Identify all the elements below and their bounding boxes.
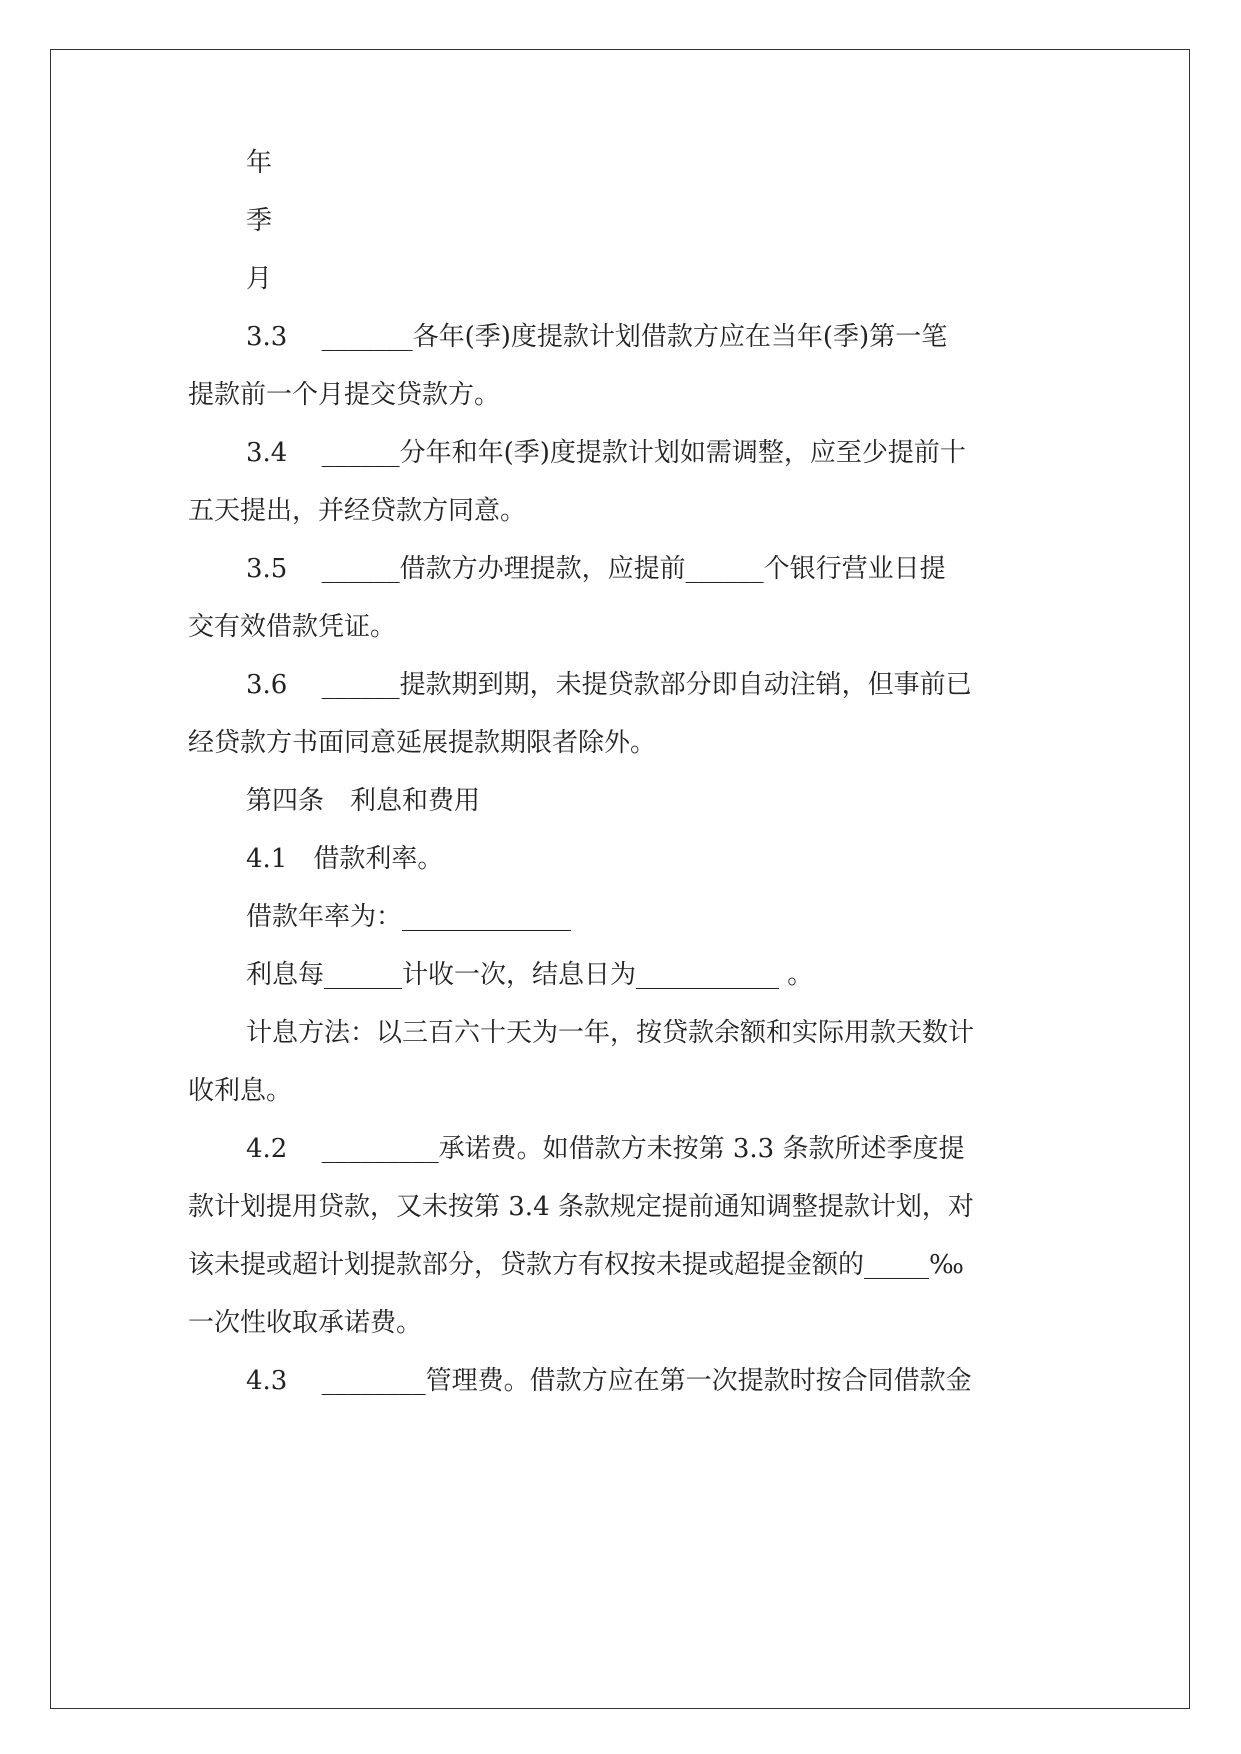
text-line: 提款前一个月提交贷款方。 [188, 380, 501, 410]
text-line: 4.2 _________承诺费。如借款方未按第 3.3 条款所述季度提 [246, 1134, 965, 1164]
text-line: 月 [246, 264, 273, 294]
text-line: 交有效借款凭证。 [188, 612, 397, 642]
text-line: 款计划提用贷款，又未按第 3.4 条款规定提前通知调整提款计划，对 [188, 1192, 974, 1222]
text-line: 经贷款方书面同意延展提款期限者除外。 [188, 728, 657, 758]
text-line: 3.5 ______借款方办理提款，应提前______个银行营业日提 [246, 554, 946, 584]
text-line: 3.4 ______分年和年(季)度提款计划如需调整，应至少提前十 [246, 438, 966, 468]
text-line: 五天提出，并经贷款方同意。 [188, 496, 527, 526]
text-line: 年 [246, 148, 273, 178]
text-line: 4.1 借款利率。 [246, 844, 444, 874]
text-line: 一次性收取承诺费。 [188, 1308, 423, 1338]
section-heading: 第四条 利息和费用 [246, 786, 481, 816]
text-line: 该未提或超计划提款部分，贷款方有权按未提或超提金额的_____‰ [188, 1250, 964, 1280]
text-line: 利息每______计收一次，结息日为___________ 。 [246, 960, 814, 990]
text-line: 3.3 _______各年(季)度提款计划借款方应在当年(季)第一笔 [246, 322, 948, 352]
text-line: 收利息。 [188, 1076, 293, 1106]
text-line: 季 [246, 206, 273, 236]
text-line: 4.3 ________管理费。借款方应在第一次提款时按合同借款金 [246, 1366, 972, 1396]
page-border [50, 49, 1190, 1709]
text-line: 计息方法：以三百六十天为一年，按贷款余额和实际用款天数计 [246, 1018, 975, 1048]
text-line: 借款年率为：_____________ [246, 902, 572, 932]
text-line: 3.6 ______提款期到期，未提贷款部分即自动注销，但事前已 [246, 670, 972, 700]
